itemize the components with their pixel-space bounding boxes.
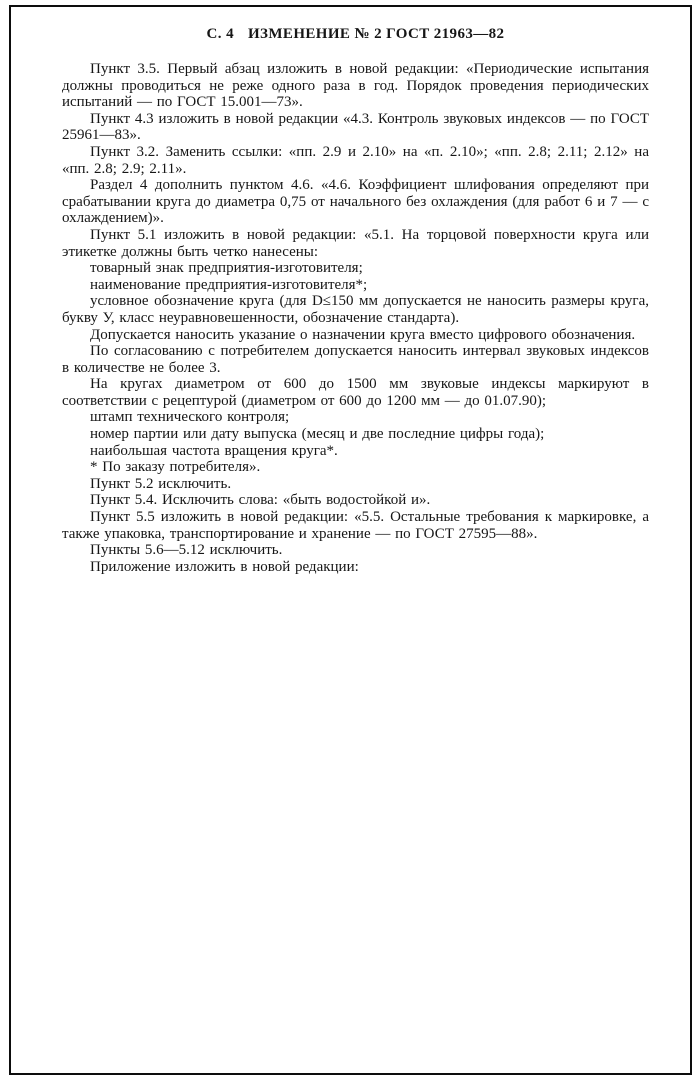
paragraph: Пункт 3.2. Заменить ссылки: «пп. 2.9 и 2.10» на «п. 2.10»; «пп. 2.8; 2.11; 2.12» на «пп. 2.8; 2.9; 2.11». [62,143,649,177]
paragraph: По согласованию с потребителем допускается наносить интервал звуковых индексов в количестве не более 3. [62,343,649,376]
paragraph: товарный знак предприятия-изготовителя; [90,260,363,277]
paragraph: наименование предприятия-изготовителя*; [90,276,368,293]
paragraph: Пункты 5.6—5.12 исключить. [90,542,283,559]
paragraph: Пункт 5.2 исключить. [90,475,232,492]
document-title: ИЗМЕНЕНИЕ № 2 ГОСТ 21963—82 [247,26,505,42]
paragraph: Пункт 4.3 изложить в новой редакции «4.3. Контроль звуковых индексов — по ГОСТ 25961—83». [62,110,649,144]
paragraph: штамп технического контроля; [90,409,290,426]
page-header [62,26,649,43]
paragraph: наибольшая частота вращения круга*. [90,442,338,459]
paragraph: условное обозначение круга (для D≤150 мм допускается не наносить размеры круга, букву У, класс неуравновешенности, обозначение стандарта). [62,293,649,326]
document-body [62,61,649,575]
paragraph: Пункт 5.4. Исключить слова: «быть водостойкой и». [90,492,431,509]
paragraph: Раздел 4 дополнить пунктом 4.6. «4.6. Коэффициент шлифования определяют при срабатывании круга до диаметра 0,75 от начального без охлаждения (для работ 6 и 7 — с охлаждением)». [62,177,649,227]
paragraph: Пункт 5.5 изложить в новой редакции: «5.5. Остальные требования к маркировке, а также упаковка, транспортирование и хранение — по ГОСТ 27595—88». [62,509,649,542]
paragraph: Допускается наносить указание о назначении круга вместо цифрового обозначения. [90,326,636,343]
page-number-label: С. 4 [206,26,234,42]
paragraph: * По заказу потребителя». [90,459,261,476]
paragraph: Пункт 3.5. Первый абзац изложить в новой редакции: «Периодические испытания должны проводиться не реже одного раза в год. Порядок проведения периодических испытаний — по ГОСТ 15.001—73». [62,61,649,111]
paragraph: номер партии или дату выпуска (месяц и две последние цифры года); [90,426,545,443]
paragraph: Пункт 5.1 изложить в новой редакции: «5.1. На торцовой поверхности круга или этикетке должны быть четко нанесены: [62,226,649,260]
paragraph: Приложение изложить в новой редакции: [90,558,359,575]
paragraph: На кругах диаметром от 600 до 1500 мм звуковые индексы маркируют в соответствии с рецептурой (диаметром от 600 до 1200 мм — до 01.07.90); [62,376,649,409]
